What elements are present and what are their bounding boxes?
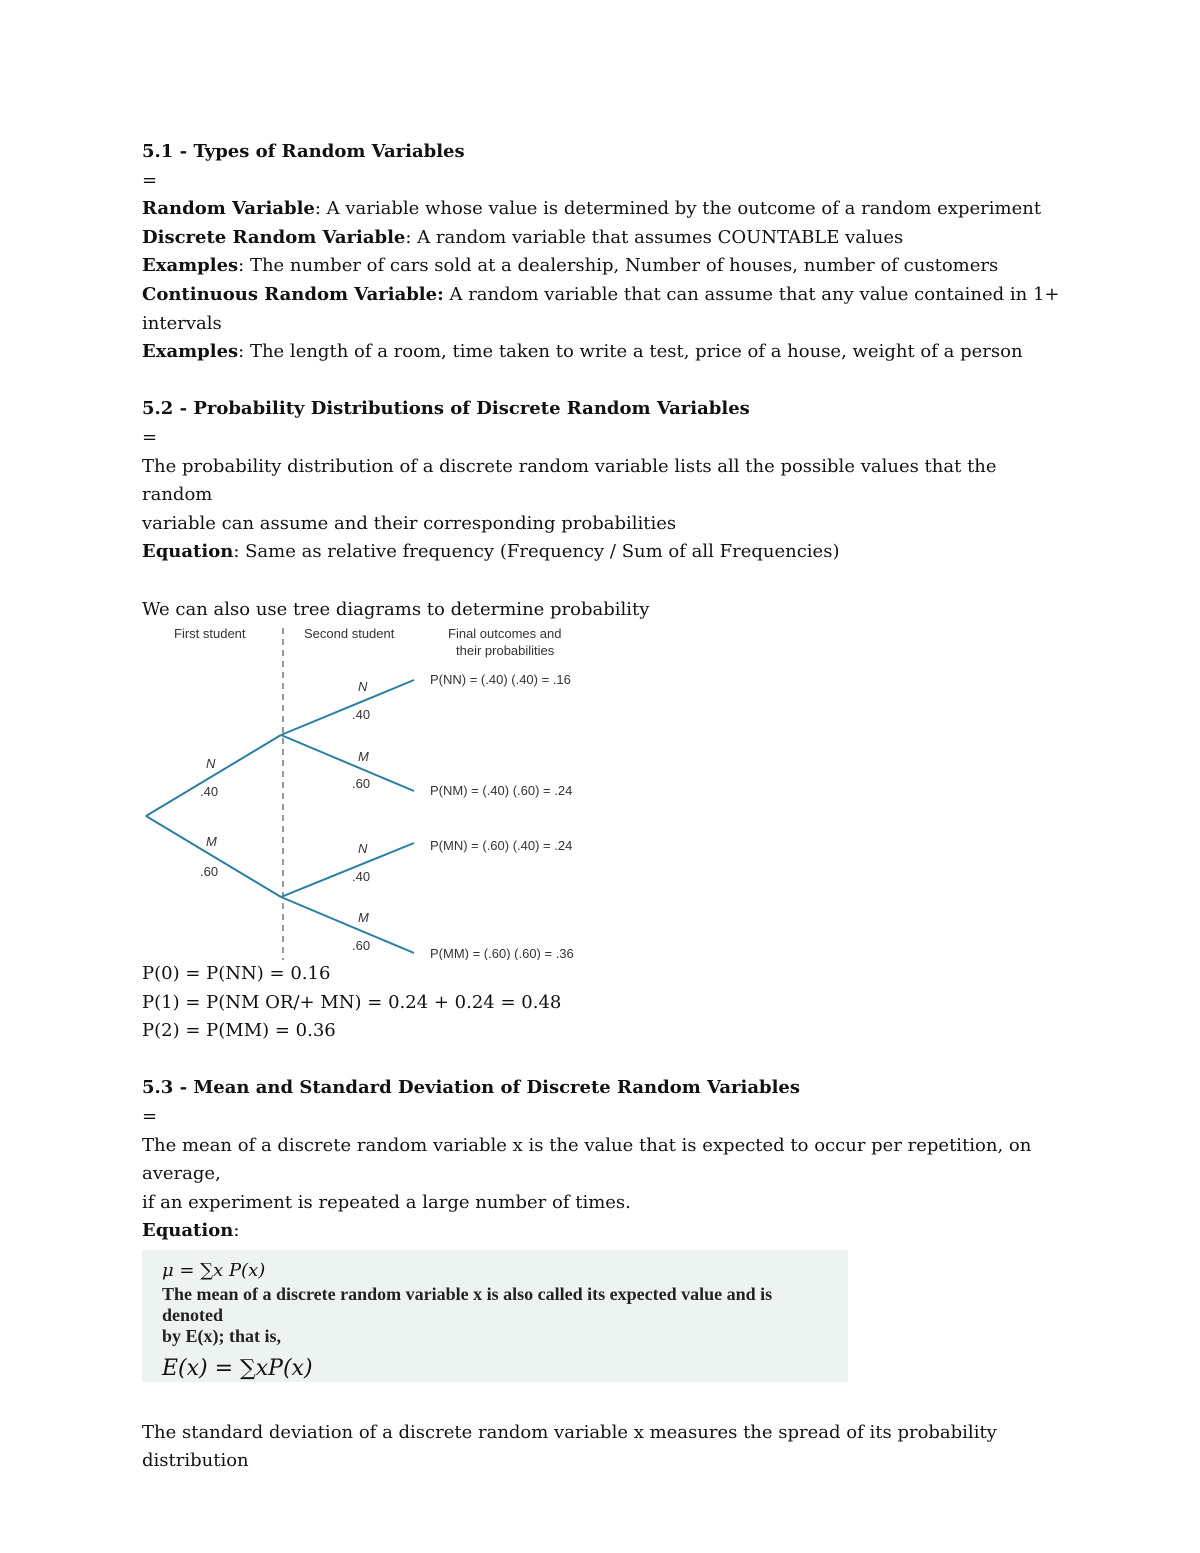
tree-outcome-nn: P(NN) = (.40) (.40) = .16: [430, 672, 571, 688]
mean-paragraph-line1: The mean of a discrete random variable x is the value that is expected to occur per repetition, on average,: [142, 1134, 1038, 1185]
mean-formula: μ = ∑x P(x): [162, 1260, 266, 1282]
definition: : A variable whose value is determined by the outcome of a random experiment: [314, 198, 1042, 220]
tree-prob-n1: .40: [200, 784, 219, 800]
tree-outcome-mn: P(MN) = (.60) (.40) = .24: [430, 838, 573, 854]
spacer: [142, 1390, 1072, 1419]
tree-prob-mn: .40: [352, 869, 371, 885]
continuous-examples: [142, 338, 1072, 367]
term: Equation: [142, 1220, 234, 1242]
document-page: [142, 138, 1072, 1476]
continuous-rv-definition-cont: intervals: [142, 312, 222, 334]
tree-col1-label: First student: [174, 626, 246, 642]
tree-prob-nn: .40: [352, 707, 371, 723]
tree-col3-label-b: their probabilities: [456, 643, 555, 659]
section-5-1-divider: =: [142, 169, 158, 191]
section-5-3-divider: =: [142, 1106, 158, 1128]
term: Discrete Random Variable: [142, 226, 406, 248]
definition: A random variable that can assume that any value contained in 1+: [443, 283, 1060, 305]
tree-branch-nn: [281, 680, 414, 735]
term: Equation: [142, 541, 234, 563]
prob-two: P(2) = P(MM) = 0.36: [142, 1020, 336, 1042]
tree-prob-nm: .60: [352, 776, 371, 792]
section-5-1-heading: 5.1 - Types of Random Variables: [142, 141, 465, 162]
tree-outcome-nm: P(NM) = (.40) (.60) = .24: [430, 783, 573, 799]
definition: : A random variable that assumes COUNTABLE values: [405, 226, 904, 248]
discrete-examples: [142, 252, 1072, 281]
tree-prob-m1: .60: [200, 864, 219, 880]
tree-branch-nm: [281, 735, 414, 791]
tree-col3-label-a: Final outcomes and: [448, 626, 562, 642]
spacer: [142, 1046, 1072, 1075]
distribution-paragraph-line1: The probability distribution of a discrete random variable lists all the possible values that the random: [142, 455, 1003, 506]
prob-zero: P(0) = P(NN) = 0.16: [142, 963, 331, 985]
definition: : The number of cars sold at a dealership, Number of houses, number of customers: [238, 255, 999, 277]
tree-branch-first-m: [146, 816, 281, 897]
tree-prob-mm: .60: [352, 938, 371, 954]
term: Examples: [142, 255, 239, 277]
tree-label-n1: N: [206, 756, 216, 772]
tree-label-nm: M: [358, 749, 369, 765]
relative-frequency-equation: [142, 538, 1072, 567]
tree-branch-mn: [281, 843, 414, 897]
mean-formula-box: [142, 1250, 848, 1382]
expected-value-formula: E(x) = ∑xP(x): [162, 1356, 313, 1382]
mean-paragraph-line2: if an experiment is repeated a large number of times.: [142, 1191, 631, 1213]
tree-branch-mm: [281, 897, 414, 953]
tree-label-nn: N: [358, 679, 368, 695]
prob-one: P(1) = P(NM OR/+ MN) = 0.24 + 0.24 = 0.48: [142, 991, 562, 1013]
continuous-rv-definition: [142, 281, 1072, 310]
tree-branch-first-n: [146, 735, 281, 816]
distribution-paragraph-line2: variable can assume and their corresponding probabilities: [142, 512, 677, 534]
term: Random Variable: [142, 198, 315, 220]
tree-label-m1: M: [206, 834, 217, 850]
tree-diagram: [142, 624, 602, 960]
std-dev-paragraph: The standard deviation of a discrete random variable x measures the spread of its probability distribution: [142, 1421, 1003, 1472]
tree-label-mn: N: [358, 841, 368, 857]
section-5-3-heading: 5.3 - Mean and Standard Deviation of Discrete Random Variables: [142, 1077, 801, 1099]
tree-col2-label: Second student: [304, 626, 395, 642]
tree-label-mm: M: [358, 910, 369, 926]
tree-outcome-mm: P(MM) = (.60) (.60) = .36: [430, 946, 574, 961]
mean-equation-label: [142, 1217, 1072, 1246]
definition: : Same as relative frequency (Frequency / Sum of all Frequencies): [233, 541, 840, 563]
spacer: [142, 367, 1072, 396]
expected-value-text-line2: by E(x); that is,: [162, 1326, 282, 1347]
section-5-2-heading: 5.2 - Probability Distributions of Discrete Random Variables: [142, 398, 750, 420]
section-5-2-divider: =: [142, 426, 158, 448]
discrete-rv-definition: [142, 224, 1072, 253]
colon: :: [233, 1220, 240, 1242]
term: Continuous Random Variable:: [142, 283, 444, 305]
term: Examples: [142, 341, 239, 363]
spacer: [142, 567, 1072, 596]
tree-intro: We can also use tree diagrams to determine probability: [142, 598, 650, 620]
random-variable-definition: [142, 195, 1072, 224]
definition: : The length of a room, time taken to write a test, price of a house, weight of a person: [238, 341, 1023, 363]
expected-value-text-line1: The mean of a discrete random variable x is also called its expected value and is denoted: [162, 1284, 773, 1326]
